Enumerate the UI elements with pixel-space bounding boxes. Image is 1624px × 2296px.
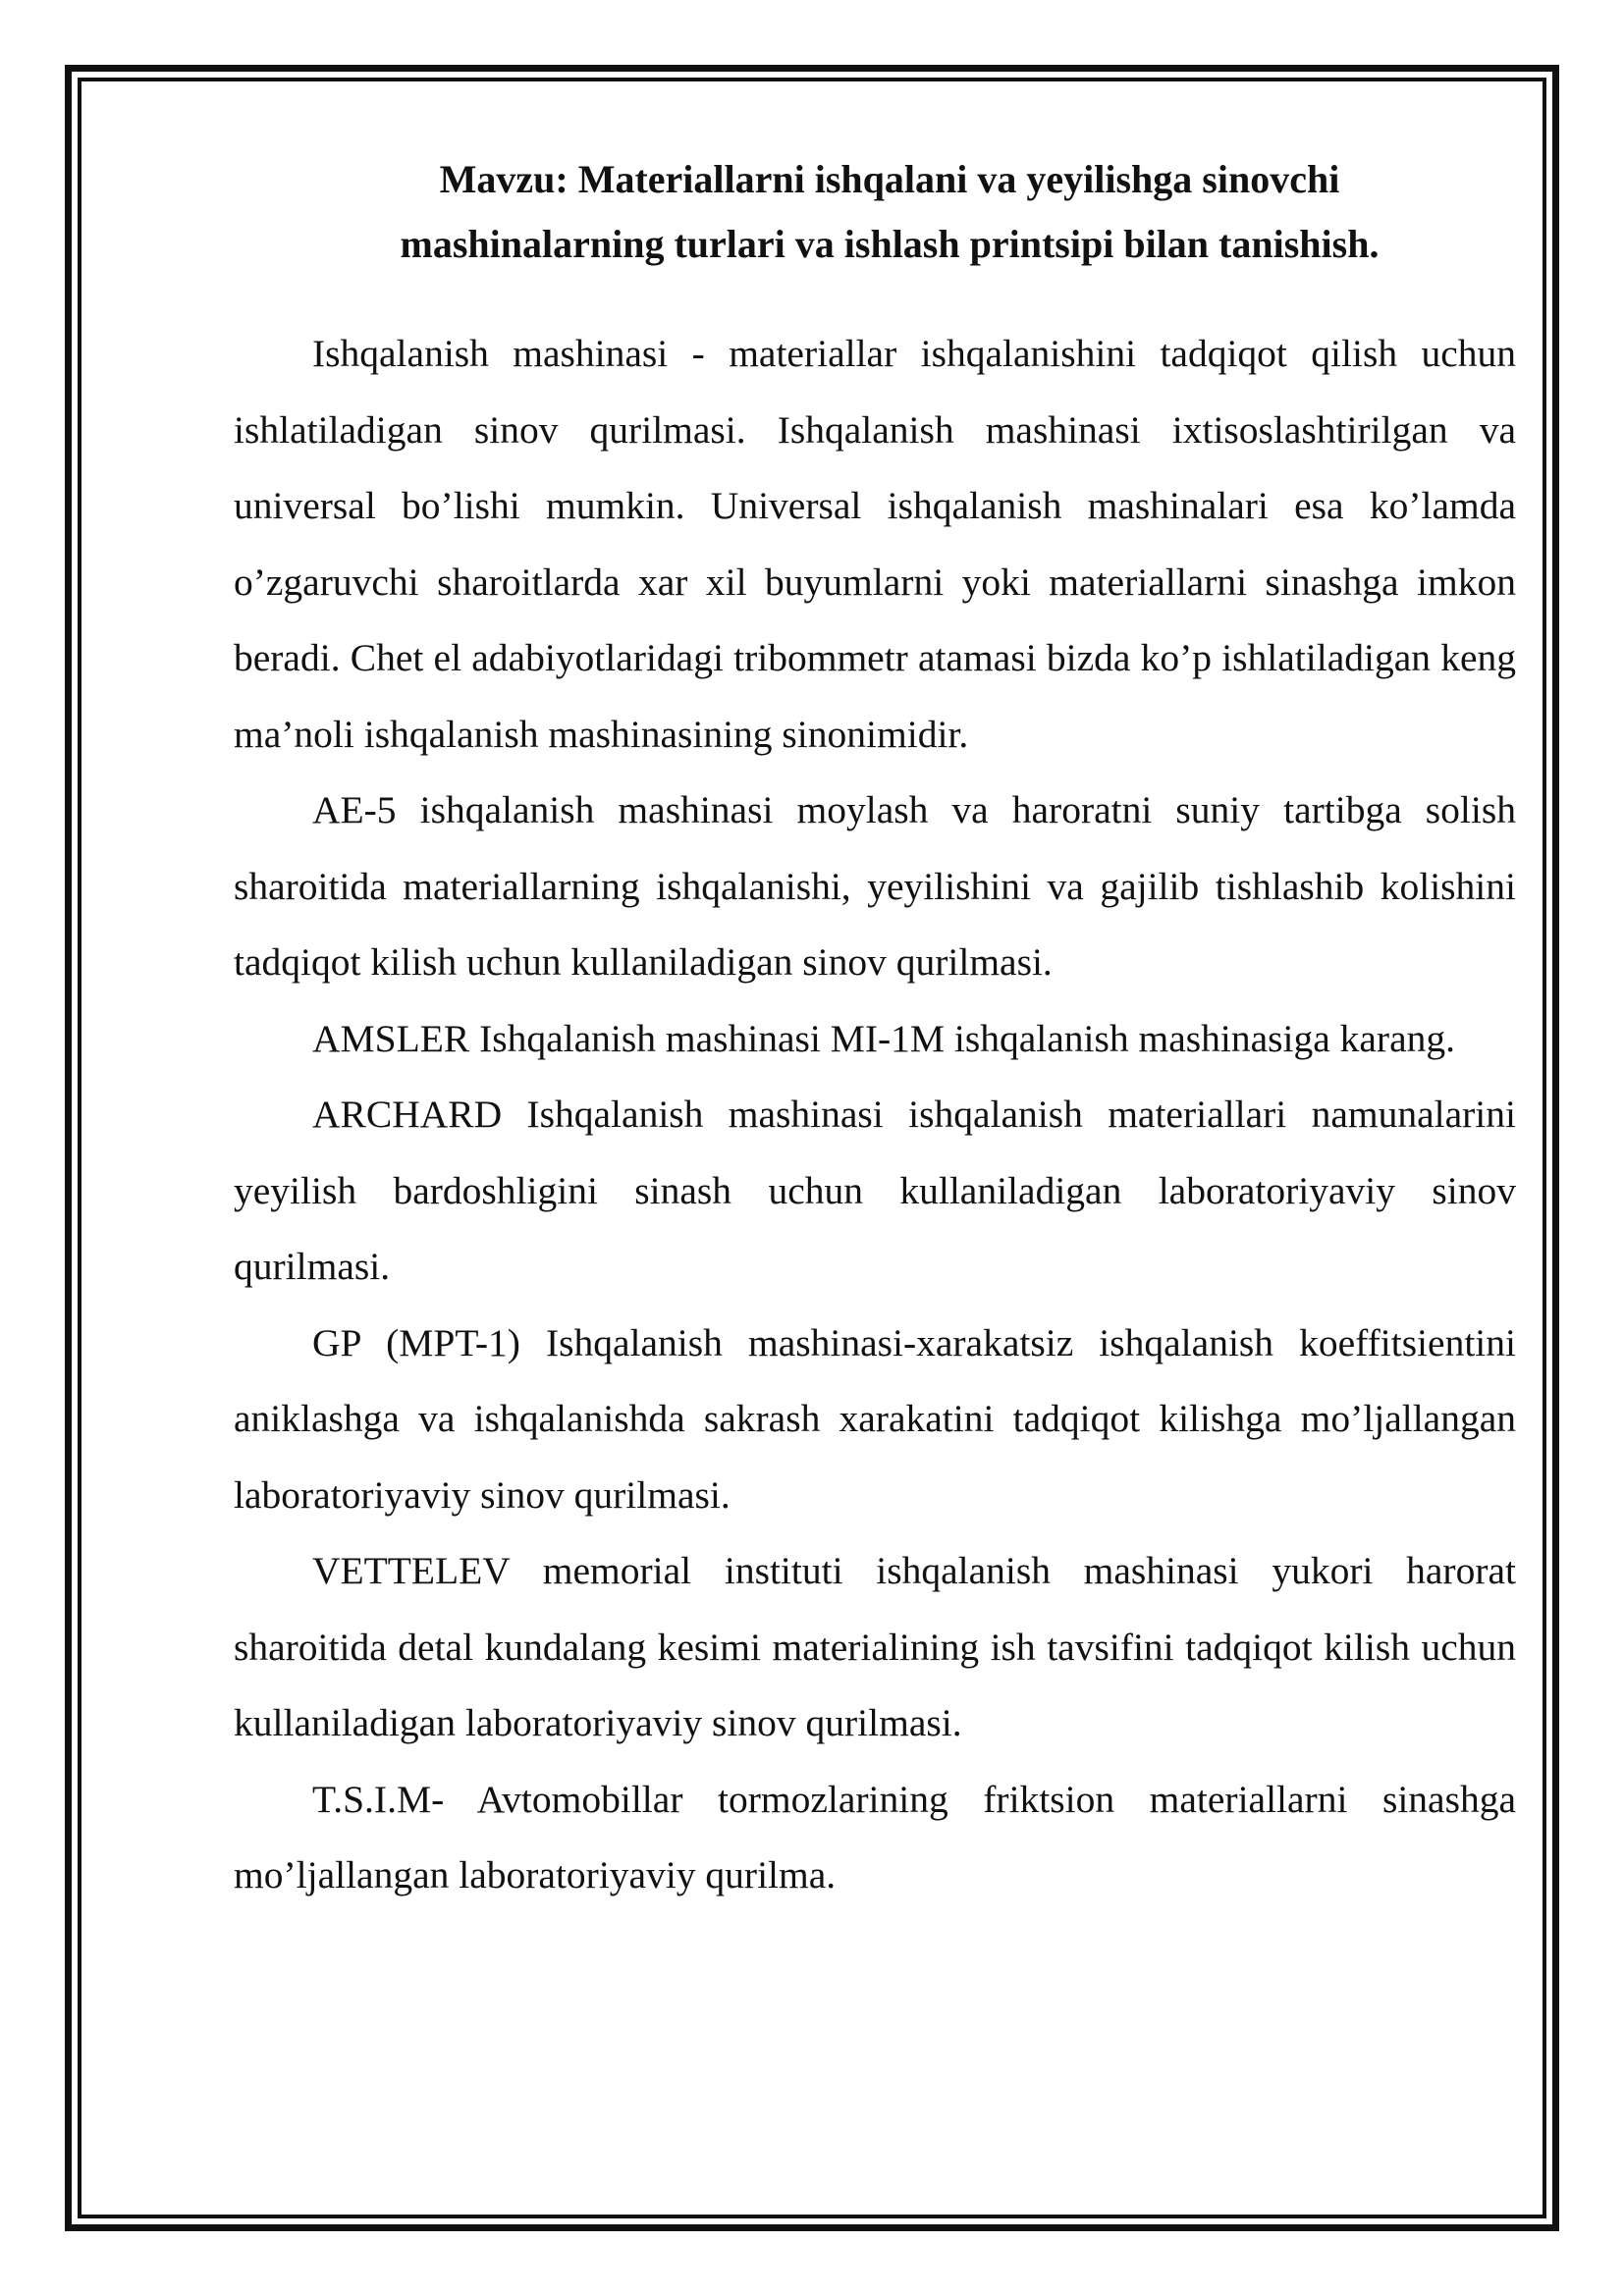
paragraph-amsler: AMSLER Ishqalanish mashinasi MI-1M ishqalanish mashinasiga karang. (312, 1016, 1455, 1060)
paragraph-archard: ARCHARD Ishqalanish mashinasi ishqalanish materiallari namunalarini yeyilish bardoshligini sinash uchun kullaniladigan laboratoriyaviy sinov qurilmasi. (234, 1093, 1516, 1288)
paragraph-tsim: T.S.I.M- Avtomobillar tormozlarining friktsion materiallarni sinashga mo’ljallangan laboratoriyaviy qurilma. (234, 1777, 1516, 1896)
paragraph-gp: GP (MPT-1) Ishqalanish mashinasi-xarakatsiz ishqalanish koeffitsientini aniklashga va ishqalanishda sakrash xarakatini tadqiqot kilishga mo’ljallangan laboratoriyaviy sinov qurilmasi. (234, 1320, 1516, 1517)
title-line-1: Mavzu: Materiallarni ishqalani va yeyilishga sinovchi (439, 157, 1340, 201)
paragraph-intro: Ishqalanish mashinasi - materiallar ishqalanishini tadqiqot qilish uchun ishlatiladigan sinov qurilmasi. Ishqalanish mashinasi ixtisoslashtirilgan va universal bo’lishi mumkin. Universal ishqalanish mashinalari esa ko’lamda o’zgaruvchi sharoitlarda xar xil buyumlarni yoki materiallarni sinashga imkon beradi. Chet el adabiyotlaridagi tribommetr atamasi bizda ko’p ishlatiladigan keng ma’noli ishqalanish mashinasining sinonimidir. (234, 332, 1516, 756)
paragraph-vettelev: VETTELEV memorial instituti ishqalanish mashinasi yukori harorat sharoitida detal kundalang kesimi materialining ish tavsifini tadqiqot kilish uchun kullaniladigan laboratoriyaviy sinov qurilmasi. (234, 1549, 1516, 1744)
page-title (234, 147, 1516, 277)
title-line-2: mashinalarning turlari va ishlash printsipi bilan tanishish. (400, 222, 1380, 266)
document-body (234, 147, 1516, 1914)
paragraph-ae5: AE-5 ishqalanish mashinasi moylash va haroratni suniy tartibga solish sharoitida materiallarning ishqalanishi, yeyilishini va gajilib tishlashib kolishini tadqiqot kilish uchun kullaniladigan sinov qurilmasi. (234, 788, 1516, 984)
